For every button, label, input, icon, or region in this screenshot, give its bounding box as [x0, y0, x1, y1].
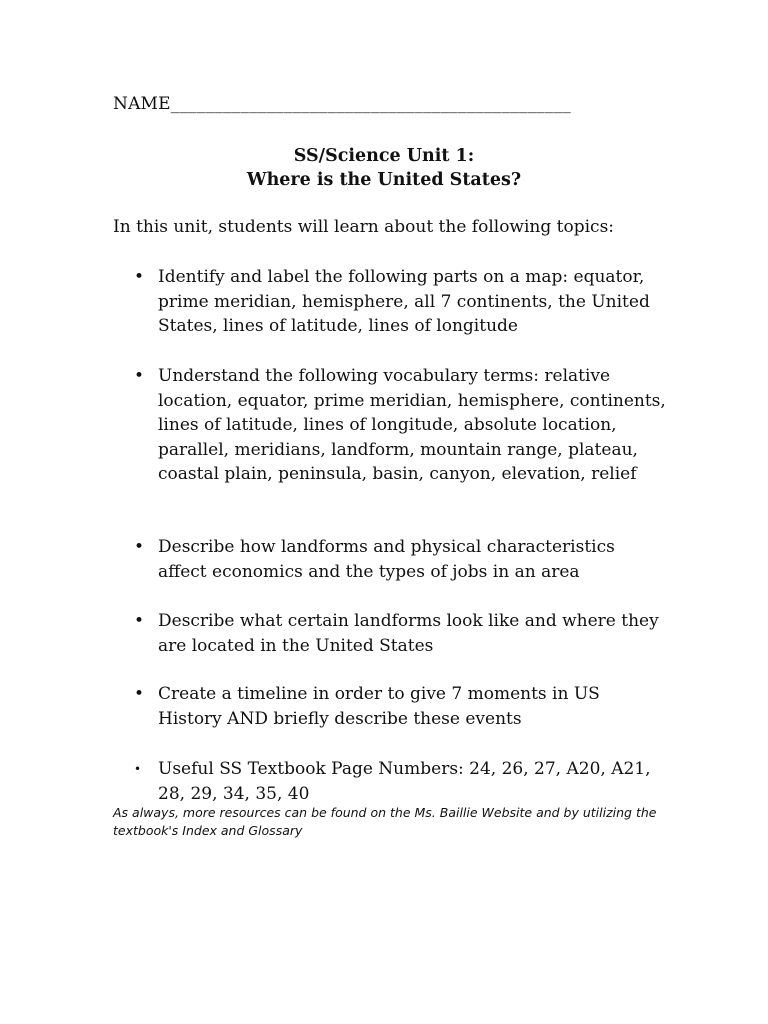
topic-item: Describe how landforms and physical characteristics affect economics and the types of jobs in an area — [158, 537, 615, 582]
bullet-icon: • — [134, 267, 145, 287]
bullet-icon: • — [134, 684, 145, 704]
bullet-icon: • — [134, 537, 145, 557]
bullet-icon: • — [134, 762, 142, 776]
topic-item: Useful SS Textbook Page Numbers: 24, 26, 27, A20, A21, 28, 29, 34, 35, 40 — [158, 759, 651, 804]
bullet-icon: • — [134, 611, 145, 631]
topic-item: Describe what certain landforms look like and where they are located in the United States — [158, 611, 659, 656]
topic-item: Understand the following vocabulary terms: relative location, equator, prime meridian, hemisphere, continents, lines of latitude, lines of longitude, absolute location, parallel, meridians, landform, mountain range, plateau, coastal plain, peninsula, basin, canyon, elevation, relief — [158, 366, 666, 484]
topic-item: Identify and label the following parts on a map: equator, prime meridian, hemisphere, all 7 continents, the United States, lines of latitude, lines of longitude — [158, 267, 650, 336]
unit-subtitle: Where is the United States? — [246, 170, 522, 190]
topic-item: Create a timeline in order to give 7 moments in US History AND briefly describe these events — [158, 684, 600, 729]
bullet-icon: • — [134, 366, 145, 386]
footnote: As always, more resources can be found on the Ms. Baillie Website and by utilizing the textbook's Index and Glossary — [113, 805, 657, 838]
unit-title: SS/Science Unit 1: — [293, 146, 475, 166]
intro-text: In this unit, students will learn about the following topics: — [113, 217, 615, 237]
name-field-line: NAME______________________________________________ — [113, 94, 571, 114]
